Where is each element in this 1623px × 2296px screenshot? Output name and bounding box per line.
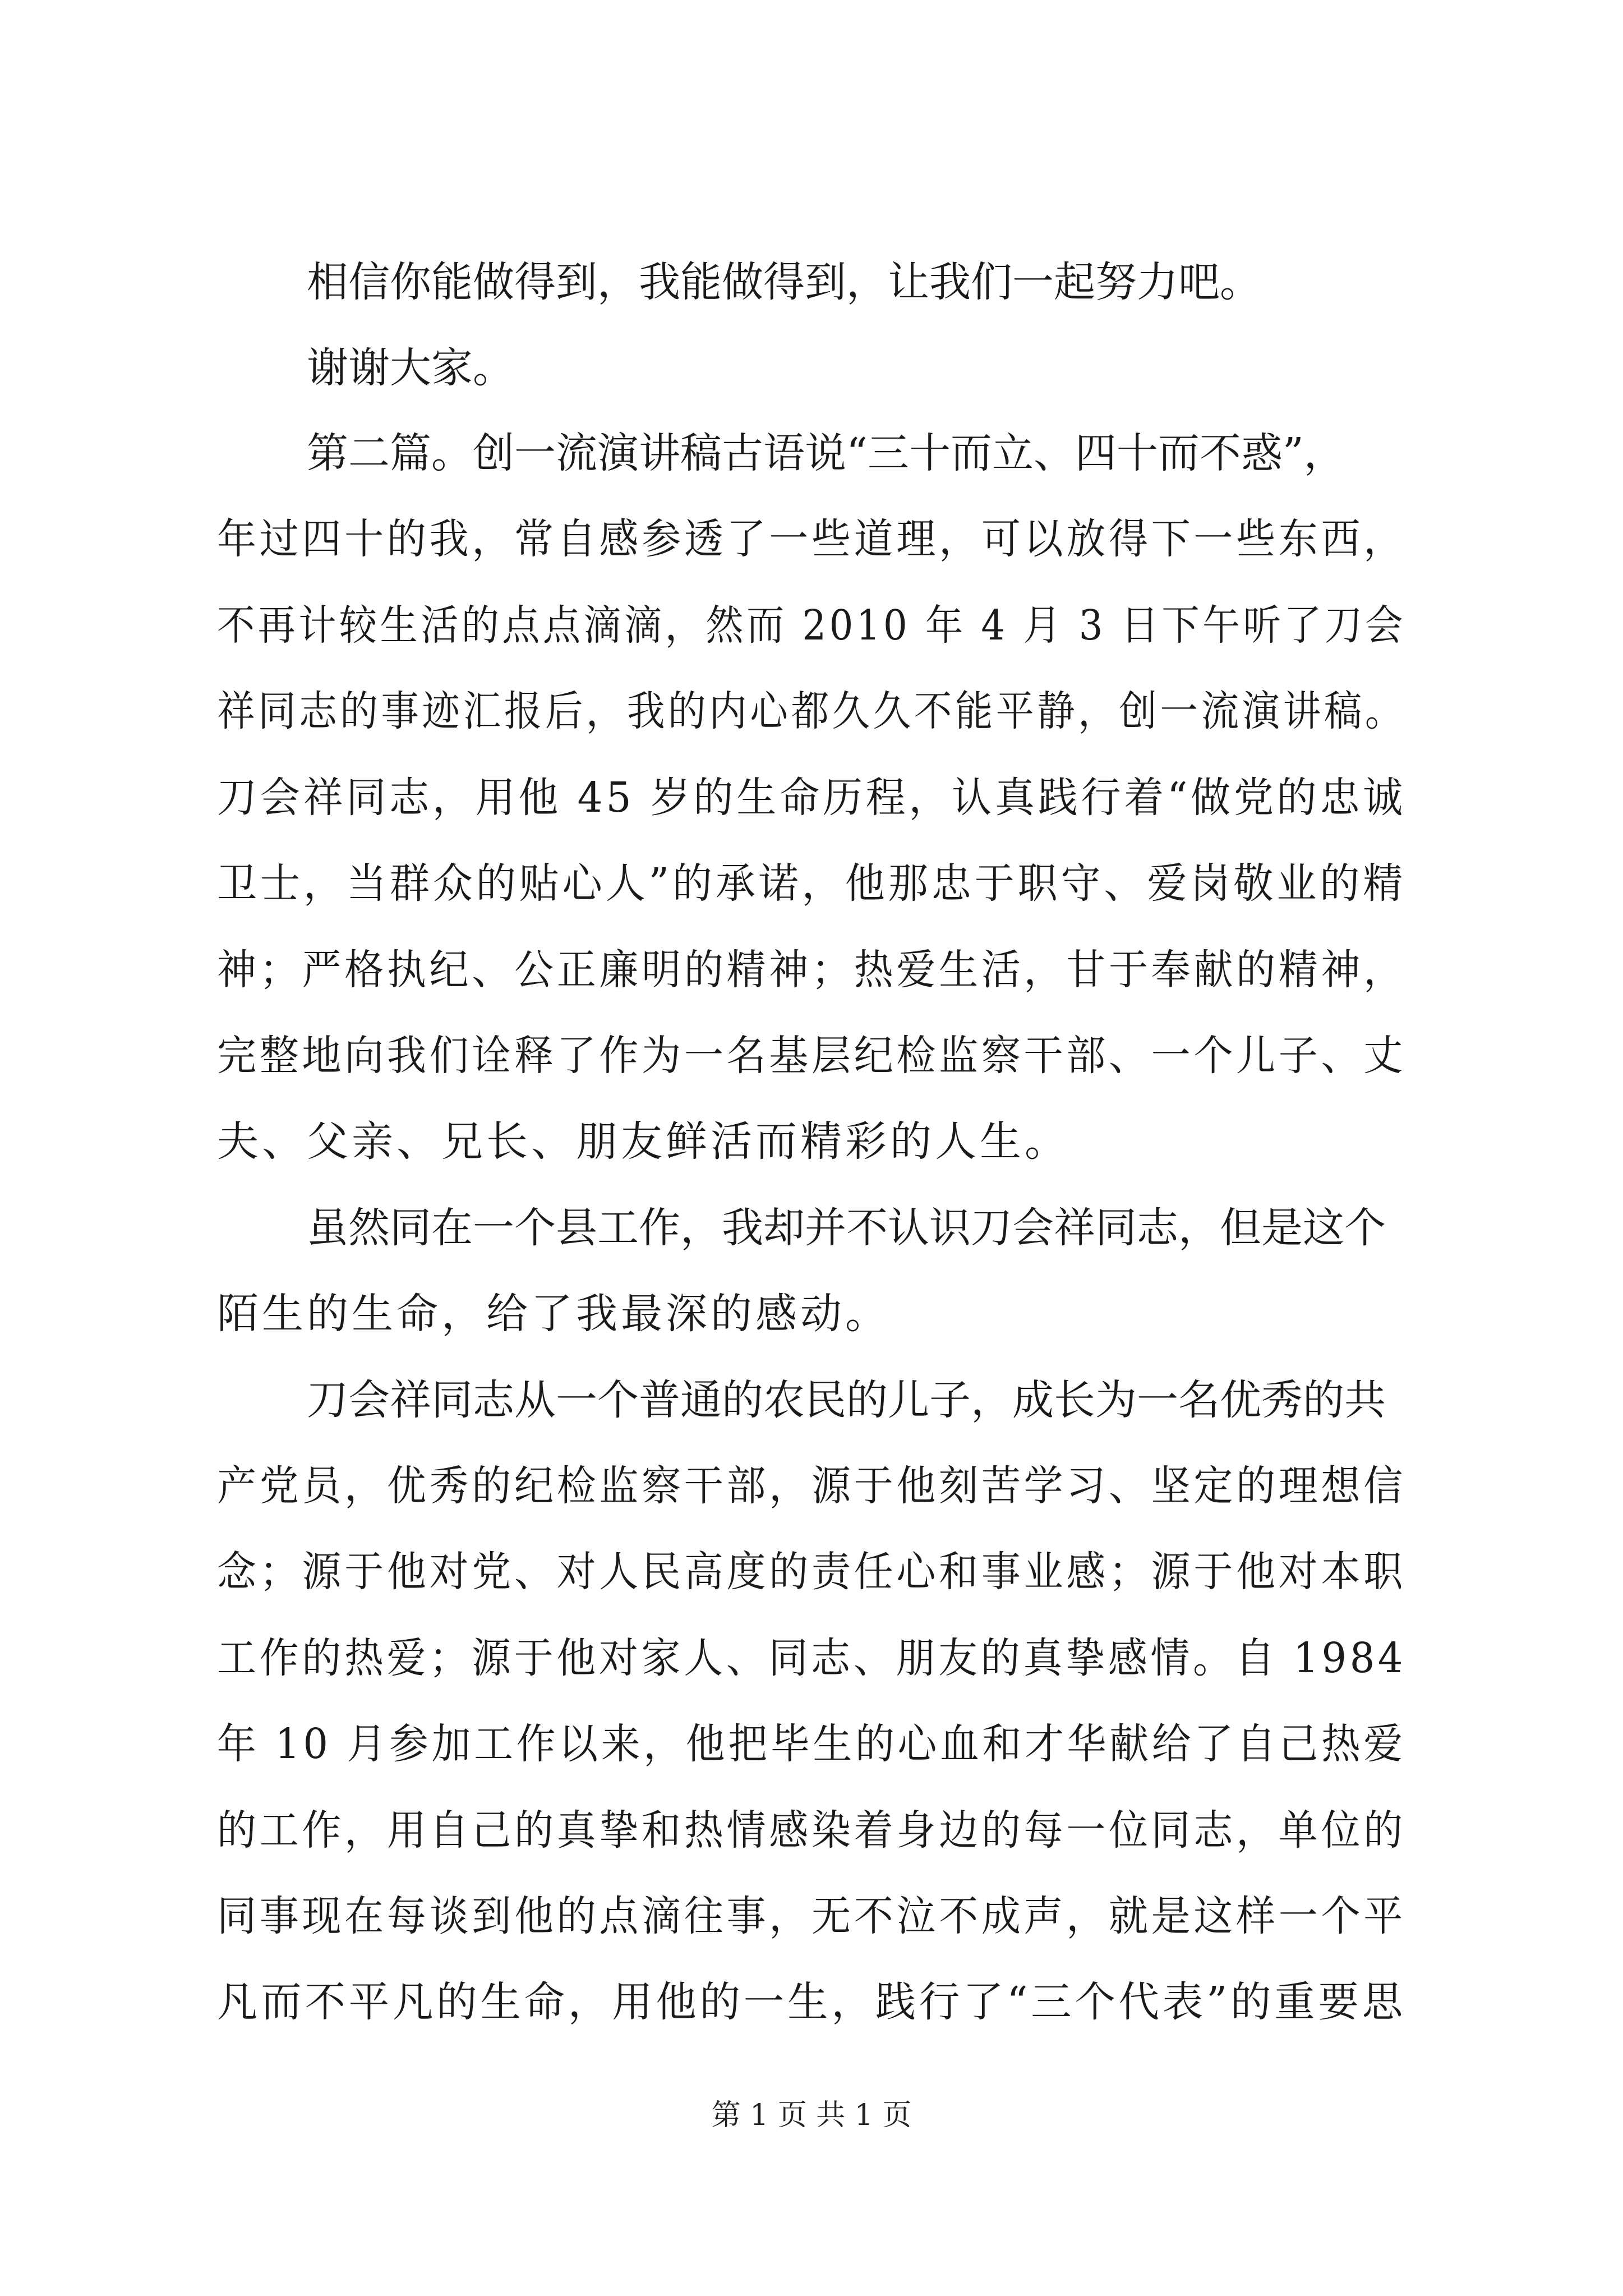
paragraph-line: 同事现在每谈到他的点滴往事，无不泣不成声，就是这样一个平 [217,1892,1406,1940]
paragraph-line: 完整地向我们诠释了作为一名基层纪检监察干部、一个儿子、丈 [217,1032,1406,1080]
paragraph-line: 年过四十的我，常自感参透了一些道理，可以放得下一些东西， [217,515,1406,563]
paragraph-line: 祥同志的事迹汇报后，我的内心都久久不能平静，创一流演讲稿。 [217,687,1407,735]
paragraph-line: 工作的热爱；源于他对家人、同志、朋友的真挚感情。自 1984 [217,1634,1407,1682]
paragraph-line: 产党员，优秀的纪检监察干部，源于他刻苦学习、坚定的理想信 [217,1462,1406,1510]
paragraph-line: 虽然同在一个县工作，我却并不认识刀会祥同志，但是这个 [307,1204,1386,1252]
paragraph-line: 凡而不平凡的生命，用他的一生，践行了“三个代表”的重要思 [217,1978,1406,2026]
paragraph-line: 刀会祥同志，用他 45 岁的生命历程，认真践行着“做党的忠诚 [217,774,1407,822]
paragraph-line: 念；源于他对党、对人民高度的责任心和事业感；源于他对本职 [217,1548,1406,1596]
paragraph-line: 相信你能做得到，我能做得到，让我们一起努力吧。 [307,258,1261,306]
paragraph-line: 神；严格执纪、公正廉明的精神；热爱生活，甘于奉献的精神， [217,946,1406,994]
paragraph-line: 谢谢大家。 [307,344,514,392]
paragraph-line: 的工作，用自己的真挚和热情感染着身边的每一位同志，单位的 [217,1806,1406,1855]
paragraph-line: 陌生的生命，给了我最深的感动。 [217,1290,890,1338]
paragraph-line: 第二篇。创一流演讲稿古语说“三十而立、四十而不惑”， [307,429,1345,477]
paragraph-line: 刀会祥同志从一个普通的农民的儿子，成长为一名优秀的共 [307,1376,1386,1424]
paragraph-line: 年 10 月参加工作以来，他把毕生的心血和才华献给了自己热爱 [217,1720,1406,1768]
paragraph-line: 不再计较生活的点点滴滴，然而 2010 年 4 月 3 日下午听了刀会 [217,601,1407,650]
page-number-footer: 第 1 页 共 1 页 [711,2099,912,2132]
paragraph-line: 卫士，当群众的贴心人”的承诺，他那忠于职守、爱岗敬业的精 [217,859,1407,908]
paragraph-line: 夫、父亲、兄长、朋友鲜活而精彩的人生。 [217,1117,1069,1166]
